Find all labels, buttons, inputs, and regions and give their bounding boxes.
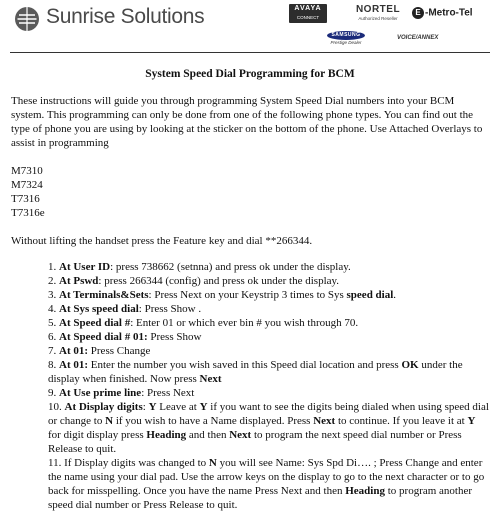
step-6: 6. At Speed dial # 01: Press Show	[48, 331, 202, 343]
phone-type: T7316	[11, 193, 40, 205]
step-5: 5. At Speed dial #: Enter 01 or which ever bin # you wish through 70.	[48, 317, 359, 329]
voice-annex-logo: VOICE/ANNEX	[397, 35, 439, 41]
emetrotel-logo: E -Metro-Tel	[412, 7, 473, 19]
document-title: System Speed Dial Programming for BCM	[145, 68, 355, 80]
lead-instruction: Without lifting the handset press the Feature key and dial **266344.	[11, 235, 313, 247]
step-10: 10. At Display digits: Y Leave at Y if you want to see the digits being dialed when using speed dial or change to N if you wish to have a Name displayed. Press Next to continue. If you leave it at Y for digit display press Heading and then Next to program the next speed dial number or Press Release to quit.	[48, 401, 489, 455]
step-9: 9. At Use prime line: Press Next	[48, 387, 195, 399]
samsung-logo: SAMSUNG Prestige Dealer	[327, 31, 365, 46]
step-4: 4. At Sys speed dial: Press Show .	[48, 303, 202, 315]
phone-type: T7316e	[11, 207, 45, 219]
step-7: 7. At 01: Press Change	[48, 345, 151, 357]
phone-type-list	[11, 164, 45, 220]
brand-name: Sunrise Solutions	[46, 5, 205, 28]
step-3: 3. At Terminals&Sets: Press Next on your Keystrip 3 times to Sys speed dial.	[48, 289, 397, 301]
avaya-logo: AVAYA CONNECT	[289, 4, 327, 23]
step-2: 2. At Pswd: press 266344 (config) and press ok under the display.	[48, 275, 340, 287]
nortel-logo: NORTEL Authorized Reseller	[355, 4, 401, 21]
intro-paragraph: These instructions will guide you through programming System Speed Dial numbers into your BCM system. This programming can only be done from one of the following phone types. You can find out the type of phone you are using by looking at the sticker on the bottom of the phone. Use Attached Overlays to assist in programming	[11, 95, 483, 149]
sunrise-globe-icon	[14, 6, 40, 32]
step-1: 1. At User ID: press 738662 (setnna) and press ok under the display.	[48, 261, 351, 273]
steps-list	[48, 260, 490, 512]
header-divider	[10, 52, 490, 53]
phone-type: M7324	[11, 179, 43, 191]
phone-type: M7310	[11, 165, 43, 177]
step-11: 11. If Display digits was changed to N you will see Name: Sys Spd Di…. ; Press Change and enter the name using your dial pad. Use the arrow keys on the display to go to the next character or to go back for misspelling. Once you have the name Press Next and then Heading to program another speed dial number or Press Release to quit.	[48, 457, 485, 511]
step-8: 8. At 01: Enter the number you wish saved in this Speed dial location and press OK under the display when finished. Now press Next	[48, 359, 463, 385]
letterhead	[0, 0, 500, 52]
